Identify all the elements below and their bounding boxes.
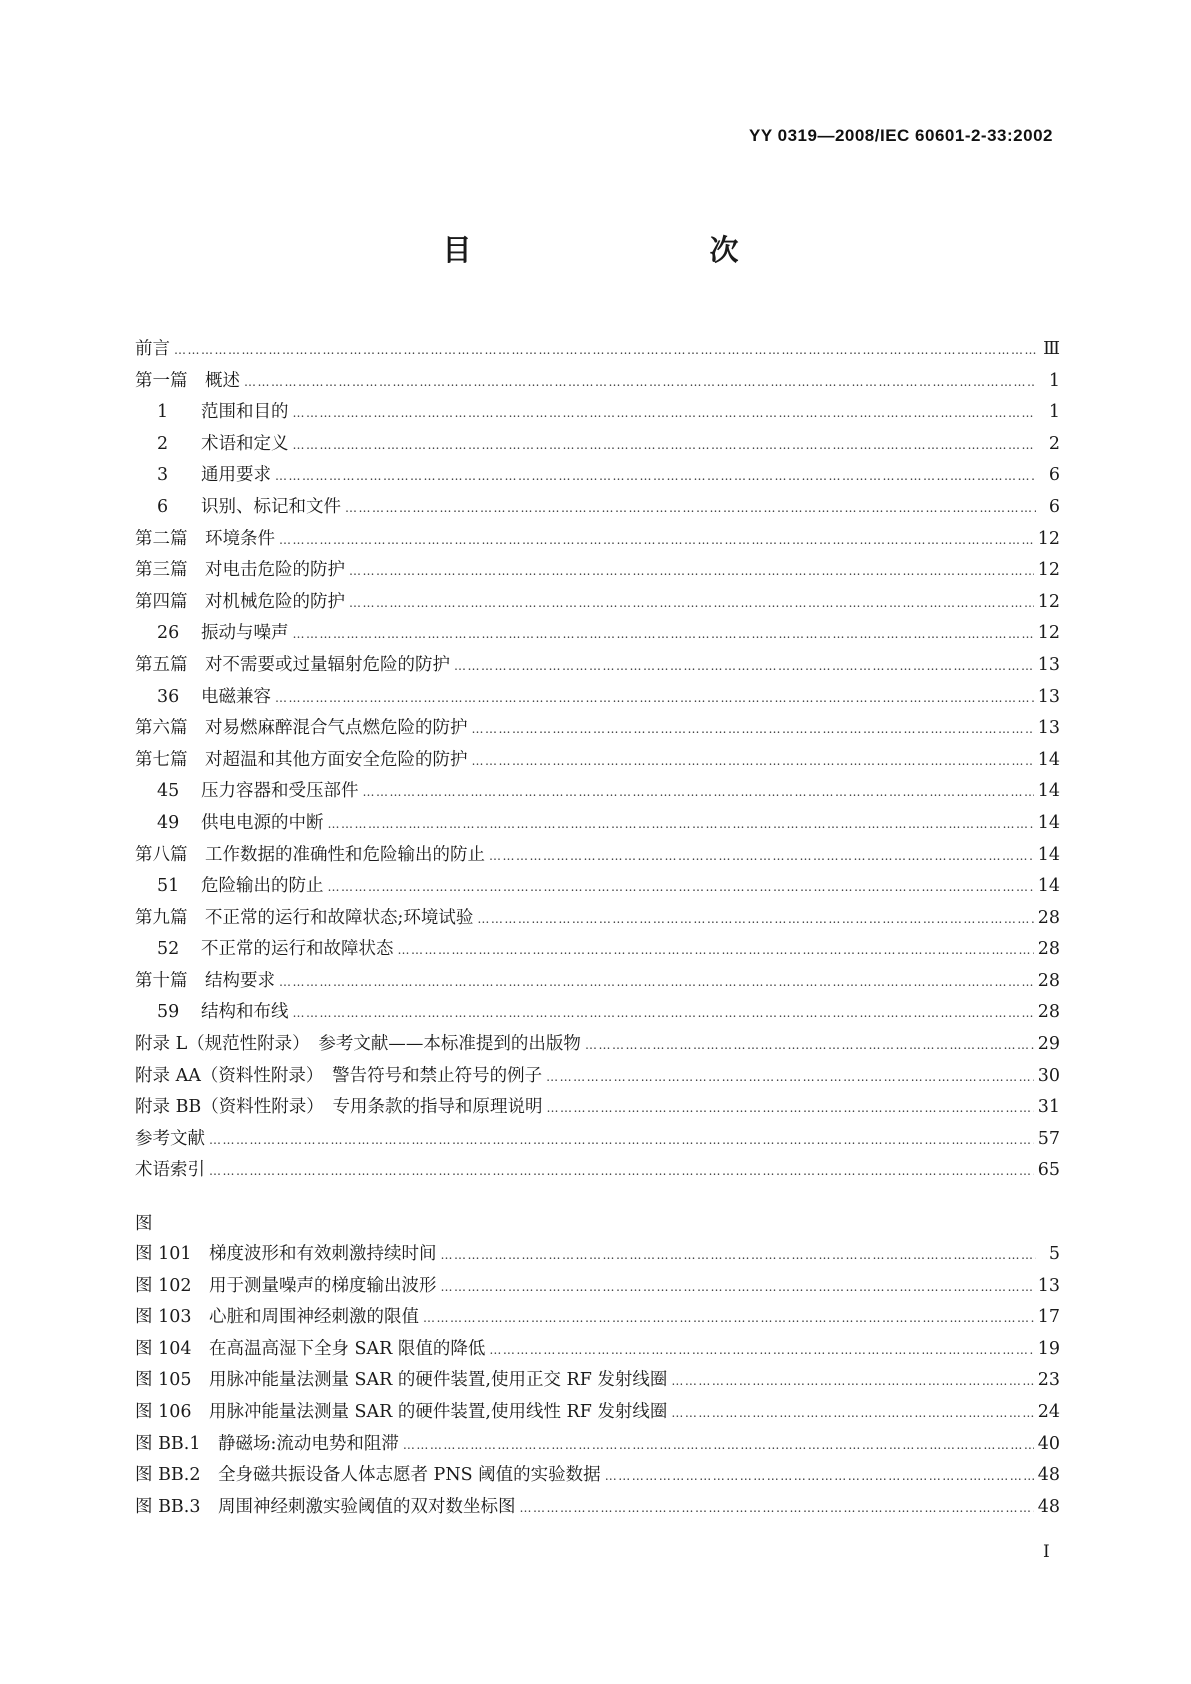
toc-entry-page: 12 [1037, 623, 1060, 644]
toc-entry[interactable] [135, 1461, 1060, 1493]
dot-leader [293, 1006, 1034, 1020]
dot-leader [398, 943, 1034, 957]
toc-entry-page: 23 [1037, 1370, 1060, 1391]
toc-entry[interactable] [135, 1093, 1060, 1125]
dot-leader [349, 564, 1034, 578]
toc-entry-title: 第五篇 对不需要或过量辐射危险的防护 [135, 654, 450, 675]
toc-entry-title: 附录 AA（资料性附录） 警告符号和禁止符号的例子 [135, 1065, 543, 1086]
toc-entry-page: 13 [1037, 654, 1060, 675]
toc-entry-title: 第二篇 环境条件 [135, 528, 275, 549]
dot-leader [209, 1133, 1034, 1147]
toc-entry[interactable] [135, 1398, 1060, 1430]
toc-entry-page: 65 [1037, 1160, 1060, 1181]
dot-leader [671, 1374, 1033, 1388]
toc-entry-page: 1 [1048, 370, 1060, 391]
toc-entry-number: 6 [157, 496, 169, 517]
toc-entry-page: 13 [1037, 1275, 1060, 1296]
toc-entry-title: 危险输出的防止 [201, 876, 324, 897]
toc-entry-page: 6 [1048, 465, 1060, 486]
dot-leader [328, 880, 1034, 894]
toc-entry[interactable] [135, 1366, 1060, 1398]
toc-entry-number: 2 [157, 433, 169, 454]
dot-leader [275, 469, 1036, 483]
dot-leader [293, 438, 1037, 452]
figures-list [135, 1240, 1060, 1524]
toc-entry-title: 振动与噪声 [201, 623, 289, 644]
toc-entry[interactable] [135, 398, 1060, 430]
toc-entry-title: 电磁兼容 [201, 686, 271, 707]
toc-entry-title: 第九篇 不正常的运行和故障状态;环境试验 [135, 907, 474, 928]
standard-code: YY 0319—2008/IEC 60601-2-33:2002 [749, 126, 1053, 145]
dot-leader [293, 627, 1034, 641]
dot-leader [279, 975, 1034, 989]
toc-entry-page: 28 [1037, 939, 1060, 960]
toc-entry-page: 28 [1037, 1002, 1060, 1023]
toc-entry-page: 14 [1037, 876, 1060, 897]
toc-entry-page: 14 [1037, 749, 1060, 770]
toc-entry-title: 识别、标记和文件 [201, 496, 341, 517]
dot-leader [440, 1280, 1033, 1294]
dot-leader [293, 406, 1037, 420]
toc-entry[interactable] [135, 1062, 1060, 1094]
toc-entry-title: 前言 [135, 339, 170, 359]
dot-leader [519, 1501, 1033, 1515]
dot-leader [209, 1164, 1034, 1178]
dot-leader [547, 1101, 1034, 1115]
dot-leader [244, 375, 1036, 389]
toc-entry-page: 14 [1037, 844, 1060, 865]
dot-leader [454, 659, 1034, 673]
dot-leader [605, 1469, 1034, 1483]
toc-entry-page: 30 [1037, 1065, 1060, 1086]
toc-entry-title: 图 106 用脉冲能量法测量 SAR 的硬件装置,使用线性 RF 发射线圈 [135, 1401, 668, 1422]
toc-entry-page: 13 [1037, 686, 1060, 707]
toc-entry-page: 1 [1048, 402, 1060, 423]
toc-entry[interactable] [135, 1430, 1060, 1462]
toc-entry-title: 通用要求 [201, 465, 271, 486]
toc-entry-title: 第一篇 概述 [135, 370, 240, 391]
dot-leader [489, 1343, 1033, 1357]
toc-entry[interactable] [135, 525, 1060, 557]
toc-entry[interactable] [135, 335, 1060, 367]
toc-entry-title: 术语和定义 [201, 433, 289, 454]
toc-entry[interactable] [135, 1493, 1060, 1525]
footer-page-number: I [1043, 1542, 1050, 1562]
toc-entry-number: 49 [157, 812, 180, 833]
toc-entry-page: 29 [1037, 1034, 1060, 1055]
toc-entry[interactable] [135, 556, 1060, 588]
toc-entry-title: 第六篇 对易燃麻醉混合气点燃危险的防护 [135, 718, 468, 739]
toc-entry-title: 图 BB.3 周围神经刺激实验阈值的双对数坐标图 [135, 1496, 516, 1517]
toc-entry-number: 45 [157, 781, 180, 802]
toc-entry-title: 参考文献 [135, 1128, 205, 1149]
dot-leader [279, 533, 1034, 547]
toc-entry-title: 附录 L（规范性附录） 参考文献——本标准提到的出版物 [135, 1034, 581, 1055]
page-title: 目 次 [442, 233, 799, 267]
dot-leader [275, 691, 1034, 705]
table-of-contents [135, 335, 1060, 1188]
toc-entry[interactable] [135, 461, 1060, 493]
toc-entry-title: 图 BB.2 全身磁共振设备人体志愿者 PNS 阈值的实验数据 [135, 1465, 601, 1486]
toc-entry-number: 1 [157, 402, 169, 423]
toc-entry[interactable] [135, 1030, 1060, 1062]
toc-entry-title: 第四篇 对机械危险的防护 [135, 591, 345, 612]
toc-entry-page: 12 [1037, 591, 1060, 612]
toc-entry-title: 术语索引 [135, 1160, 205, 1181]
toc-entry-title: 第十篇 结构要求 [135, 970, 275, 991]
toc-entry-title: 图 104 在高温高湿下全身 SAR 限值的降低 [135, 1338, 486, 1359]
toc-entry-page: 28 [1037, 907, 1060, 928]
dot-leader [472, 722, 1034, 736]
toc-entry[interactable] [135, 714, 1060, 746]
toc-entry[interactable] [135, 935, 1060, 967]
toc-entry-title: 第三篇 对电击危险的防护 [135, 560, 345, 581]
toc-entry[interactable] [135, 1335, 1060, 1367]
dot-leader [363, 785, 1034, 799]
toc-entry[interactable] [135, 683, 1060, 715]
toc-entry-number: 3 [157, 465, 169, 486]
toc-entry[interactable] [135, 430, 1060, 462]
dot-leader [440, 1248, 1036, 1262]
dot-leader [423, 1311, 1034, 1325]
dot-leader [477, 912, 1033, 926]
toc-entry-page: 31 [1037, 1097, 1060, 1118]
dot-leader [671, 1406, 1033, 1420]
toc-entry-page: 28 [1037, 970, 1060, 991]
toc-entry-page: 2 [1048, 433, 1060, 454]
toc-entry-page: 48 [1037, 1465, 1060, 1486]
dot-leader [585, 1038, 1034, 1052]
toc-entry-number: 51 [157, 876, 180, 897]
toc-entry-page: 14 [1037, 781, 1060, 802]
toc-entry-title: 图 102 用于测量噪声的梯度输出波形 [135, 1275, 437, 1296]
dot-leader [489, 849, 1034, 863]
toc-entry[interactable] [135, 1272, 1060, 1304]
toc-entry-page: Ⅲ [1043, 339, 1060, 359]
toc-entry[interactable] [135, 1240, 1060, 1272]
dot-leader [349, 596, 1034, 610]
toc-entry-title: 结构和布线 [201, 1002, 289, 1023]
toc-entry-page: 14 [1037, 812, 1060, 833]
toc-entry[interactable] [135, 967, 1060, 999]
toc-entry-title: 第八篇 工作数据的准确性和危险输出的防止 [135, 844, 485, 865]
toc-entry[interactable] [135, 651, 1060, 683]
toc-entry-title: 不正常的运行和故障状态 [201, 939, 394, 960]
toc-entry-number: 52 [157, 939, 180, 960]
toc-entry-page: 48 [1037, 1496, 1060, 1517]
toc-entry-page: 57 [1037, 1128, 1060, 1149]
dot-leader [328, 817, 1034, 831]
toc-entry-title: 图 101 梯度波形和有效刺激持续时间 [135, 1244, 437, 1264]
figures-heading: 图 [135, 1214, 153, 1234]
toc-entry-page: 12 [1037, 560, 1060, 581]
toc-entry[interactable] [135, 777, 1060, 809]
toc-entry-title: 图 BB.1 静磁场:流动电势和阻滞 [135, 1433, 399, 1454]
toc-entry-title: 图 105 用脉冲能量法测量 SAR 的硬件装置,使用正交 RF 发射线圈 [135, 1370, 668, 1391]
toc-entry-page: 12 [1037, 528, 1060, 549]
toc-entry-page: 24 [1037, 1401, 1060, 1422]
toc-entry[interactable] [135, 1303, 1060, 1335]
toc-entry[interactable] [135, 872, 1060, 904]
toc-entry-number: 36 [157, 686, 180, 707]
toc-entry-title: 范围和目的 [201, 402, 289, 423]
toc-entry[interactable] [135, 746, 1060, 778]
toc-entry[interactable] [135, 367, 1060, 399]
dot-leader [174, 343, 1036, 357]
dot-leader [546, 1070, 1034, 1084]
toc-entry[interactable] [135, 493, 1060, 525]
toc-entry-title: 附录 BB（资料性附录） 专用条款的指导和原理说明 [135, 1097, 543, 1118]
toc-entry[interactable] [135, 1156, 1060, 1188]
toc-entry[interactable] [135, 841, 1060, 873]
toc-entry-number: 26 [157, 623, 180, 644]
toc-entry-page: 13 [1037, 718, 1060, 739]
toc-entry[interactable] [135, 619, 1060, 651]
toc-entry[interactable] [135, 809, 1060, 841]
toc-entry-number: 59 [157, 1002, 180, 1023]
dot-leader [403, 1438, 1034, 1452]
toc-entry-page: 5 [1048, 1244, 1060, 1264]
toc-entry[interactable] [135, 998, 1060, 1030]
toc-entry-title: 第七篇 对超温和其他方面安全危险的防护 [135, 749, 468, 770]
toc-entry-title: 图 103 心脏和周围神经刺激的限值 [135, 1307, 419, 1328]
dot-leader [345, 501, 1036, 515]
toc-entry-page: 17 [1037, 1307, 1060, 1328]
toc-entry[interactable] [135, 904, 1060, 936]
toc-entry[interactable] [135, 588, 1060, 620]
toc-entry-title: 供电电源的中断 [201, 812, 324, 833]
toc-entry-title: 压力容器和受压部件 [201, 781, 359, 802]
toc-entry[interactable] [135, 1125, 1060, 1157]
dot-leader [472, 754, 1034, 768]
toc-entry-page: 19 [1037, 1338, 1060, 1359]
toc-entry-page: 6 [1048, 496, 1060, 517]
toc-entry-page: 40 [1037, 1433, 1060, 1454]
